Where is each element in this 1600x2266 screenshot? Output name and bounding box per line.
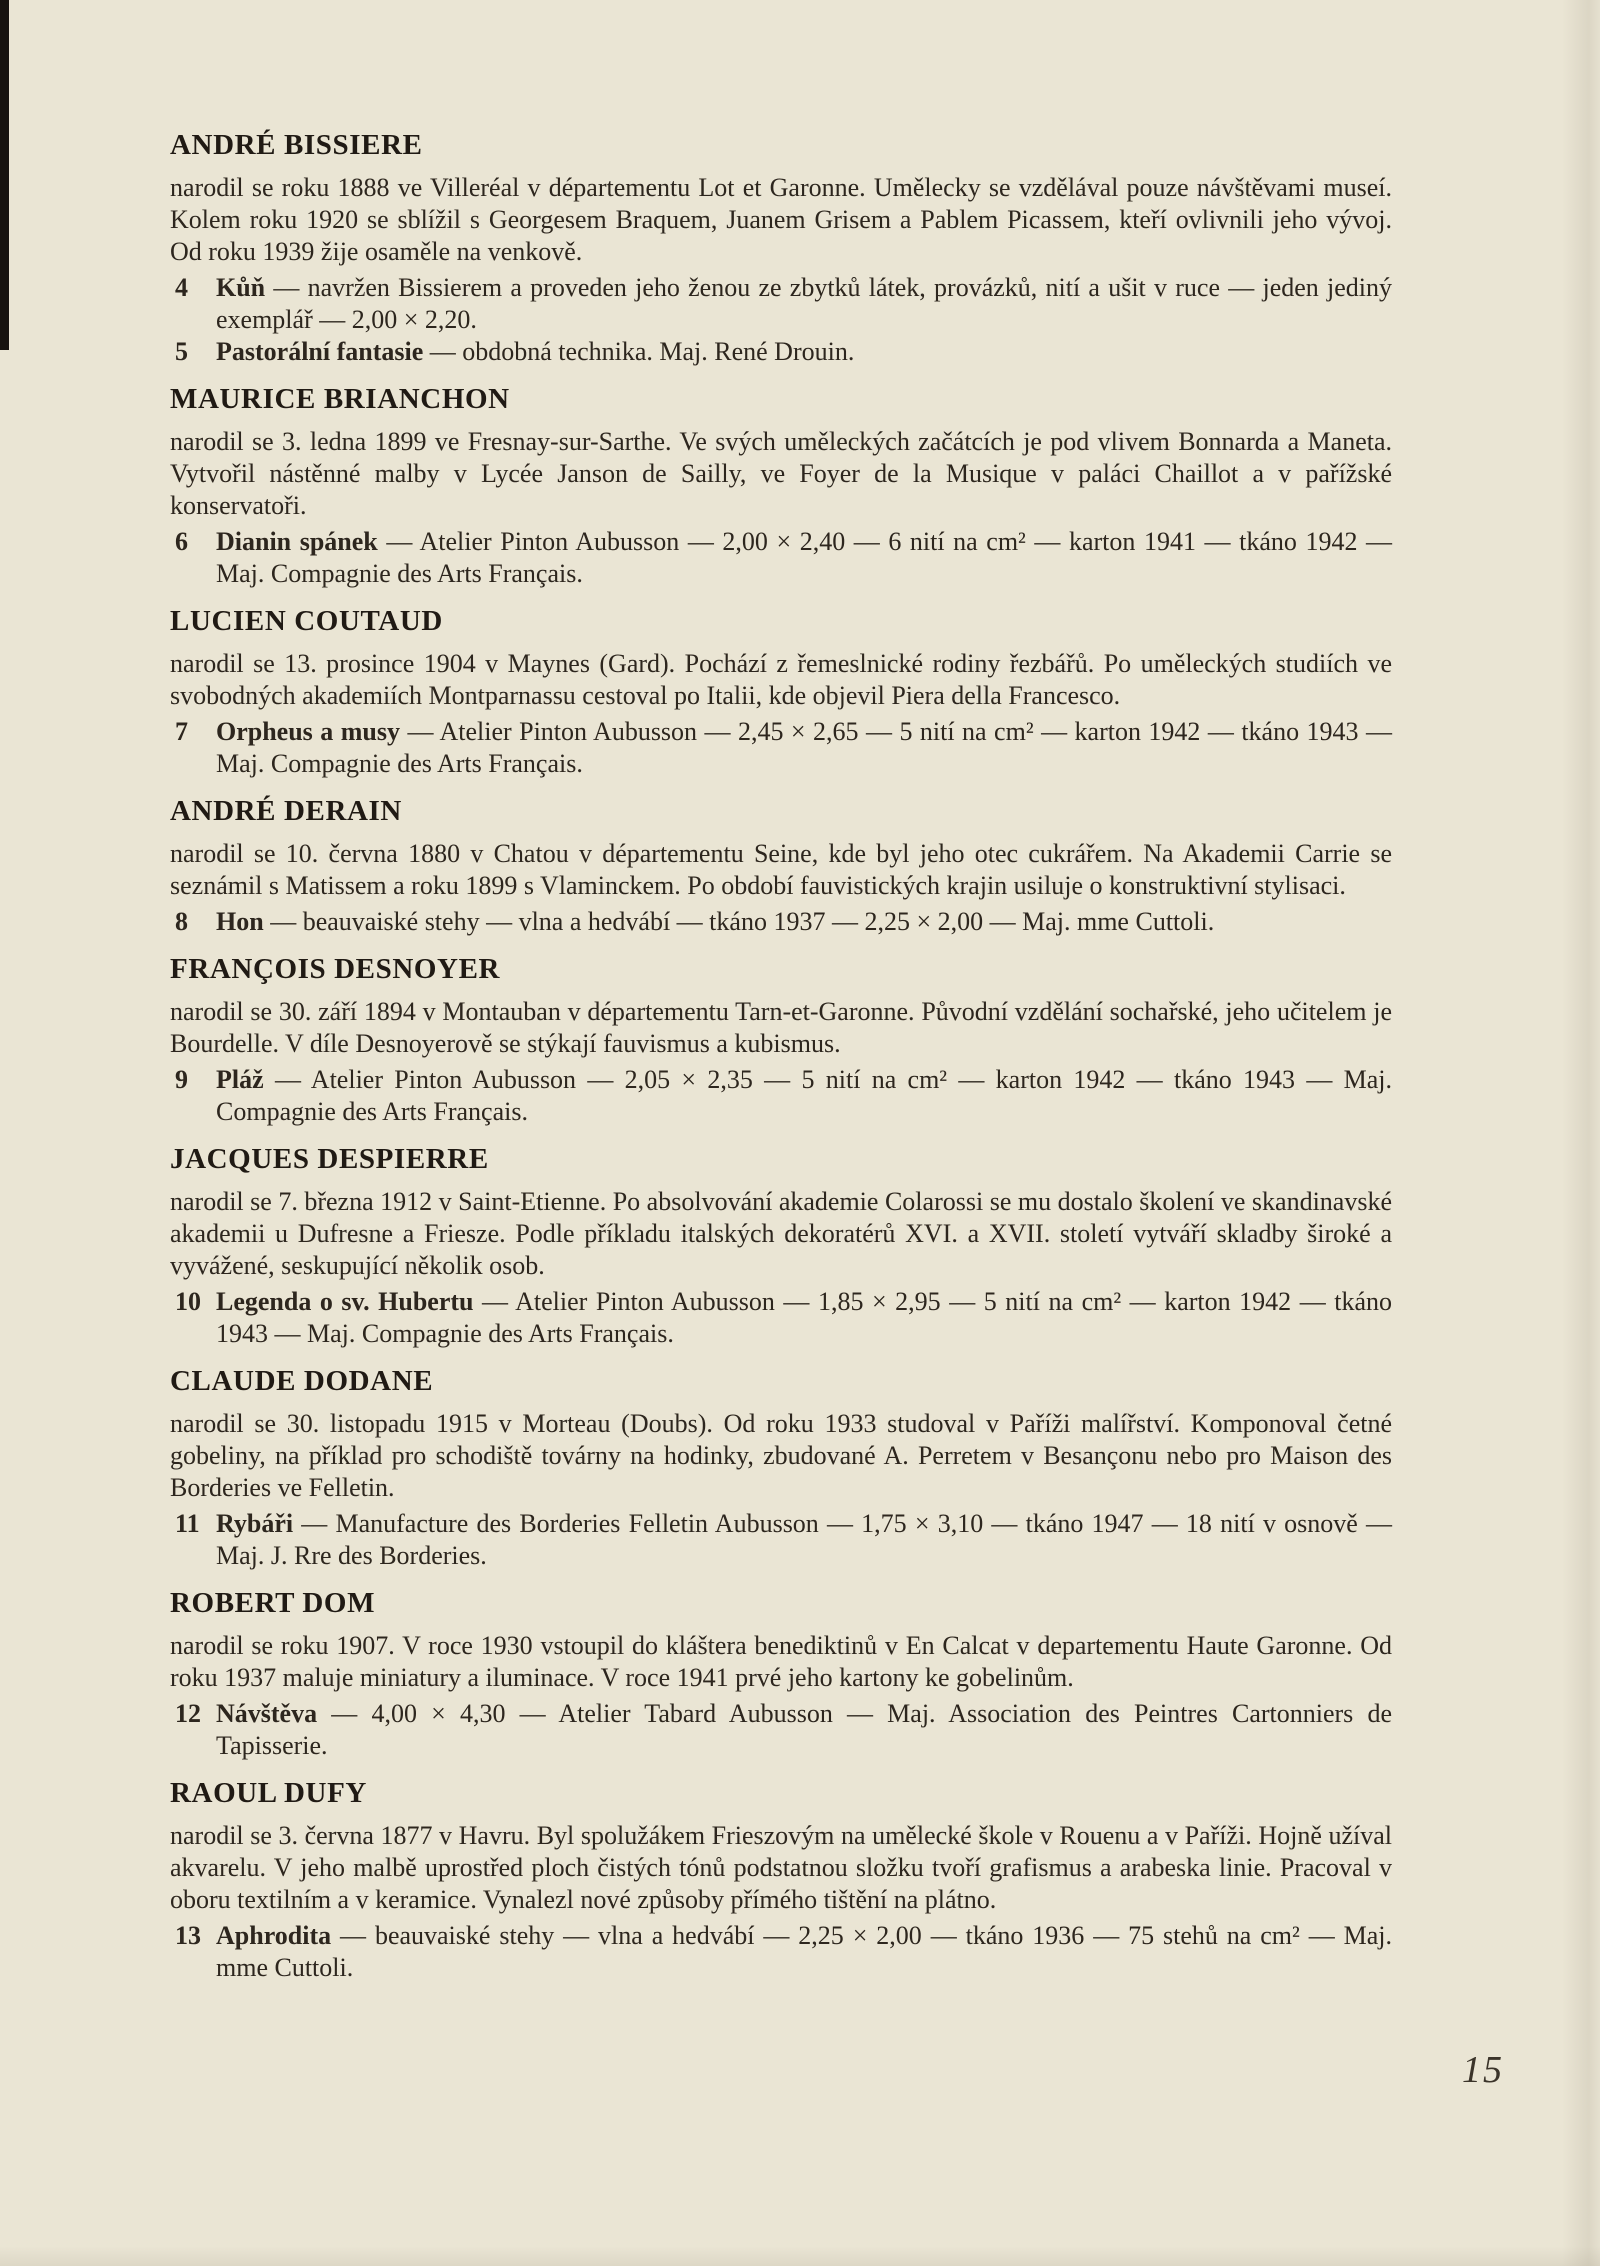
work-item: [170, 272, 1392, 336]
work-number: 13: [175, 1921, 201, 1950]
work-details: — navržen Bissierem a proveden jeho ženou ze zbytků látek, provázků, nití a ušit v ruce — jeden jediný exemplář — 2,00 × 2,20.: [216, 273, 1393, 334]
work-number: 9: [175, 1065, 188, 1094]
work-item: [170, 716, 1392, 780]
works-list: [170, 1286, 1392, 1350]
work-number: 10: [175, 1287, 201, 1316]
works-list: [170, 272, 1392, 368]
work-number: 4: [175, 273, 188, 302]
work-details: — Atelier Pinton Aubusson — 2,05 × 2,35 — 5 nití na cm² — karton 1942 — tkáno 1943 — Maj. Compagnie des Arts Français.: [216, 1065, 1392, 1126]
artist-section: [170, 1144, 1392, 1350]
artist-section: [170, 1588, 1392, 1762]
artist-bio: narodil se 13. prosince 1904 v Maynes (Gard). Pochází z řemeslnické rodiny řezbářů. Po uměleckých studiích ve svobodných akademiích Montparnassu cestoval po Italii, kde objevil Piera della Francesco.: [170, 649, 1392, 710]
artist-section: [170, 1778, 1392, 1984]
work-number: 12: [175, 1699, 201, 1728]
artist-section: [170, 384, 1392, 590]
artist-name-heading: JACQUES DESPIERRE: [170, 1143, 489, 1175]
artist-section: [170, 796, 1392, 938]
work-details: — Manufacture des Borderies Felletin Aubusson — 1,75 × 3,10 — tkáno 1947 — 18 nití v osnově — Maj. J. Rre des Borderies.: [216, 1509, 1393, 1570]
work-title: Dianin spánek: [216, 527, 378, 556]
catalog-content: [170, 130, 1392, 2000]
work-item: [170, 906, 1392, 938]
artist-section: [170, 130, 1392, 368]
work-title: Návštěva: [216, 1699, 318, 1728]
works-list: [170, 906, 1392, 938]
artist-name-heading: MAURICE BRIANCHON: [170, 383, 510, 415]
artist-bio: narodil se roku 1888 ve Villeréal v départementu Lot et Garonne. Umělecky se vzdělával pouze návštěvami museí. Kolem roku 1920 se sblížil s Georgesem Braquem, Juanem Grisem a Pablem Picassem, kteří ovlivnili jeho vývoj. Od roku 1939 žije osaměle na venkově.: [170, 173, 1392, 266]
work-number: 5: [175, 337, 188, 366]
artist-bio: narodil se 3. ledna 1899 ve Fresnay-sur-Sarthe. Ve svých uměleckých začátcích je pod vlivem Bonnarda a Maneta. Vytvořil nástěnné malby v Lycée Janson de Sailly, ve Foyer de la Musique v paláci Chaillot a v pařížské konservatoři.: [170, 427, 1392, 520]
artist-section: [170, 954, 1392, 1128]
work-item: [170, 526, 1392, 590]
works-list: [170, 1698, 1392, 1762]
works-list: [170, 1064, 1392, 1128]
artist-bio: narodil se roku 1907. V roce 1930 vstoupil do kláštera benediktinů v En Calcat v departementu Haute Garonne. Od roku 1937 maluje miniatury a iluminace. V roce 1941 prvé jeho kartony ke gobelinům.: [170, 1631, 1392, 1692]
work-item: [170, 336, 1392, 368]
artist-name-heading: CLAUDE DODANE: [170, 1365, 434, 1397]
work-details: — beauvaiské stehy — vlna a hedvábí — 2,25 × 2,00 — tkáno 1936 — 75 stehů na cm² — Maj. mme Cuttoli.: [216, 1921, 1393, 1982]
artist-name-heading: LUCIEN COUTAUD: [170, 605, 443, 637]
work-number: 6: [175, 527, 188, 556]
work-title: Pláž: [216, 1065, 264, 1094]
artist-name-heading: RAOUL DUFY: [170, 1777, 367, 1809]
artist-bio: narodil se 10. června 1880 v Chatou v départementu Seine, kde byl jeho otec cukrářem. Na Akademii Carrie se seznámil s Matissem a roku 1899 s Vlaminckem. Po období fauvistických krajin usiluje o konstruktivní stylisaci.: [170, 839, 1392, 900]
work-item: [170, 1508, 1392, 1572]
artist-name-heading: ROBERT DOM: [170, 1587, 376, 1619]
work-details: — beauvaiské stehy — vlna a hedvábí — tkáno 1937 — 2,25 × 2,00 — Maj. mme Cuttoli.: [270, 907, 1215, 936]
work-details: — Atelier Pinton Aubusson — 2,00 × 2,40 — 6 nití na cm² — karton 1941 — tkáno 1942 — Maj. Compagnie des Arts Français.: [216, 527, 1393, 588]
work-number: 7: [175, 717, 188, 746]
work-number: 8: [175, 907, 188, 936]
artist-bio: narodil se 30. listopadu 1915 v Morteau (Doubs). Od roku 1933 studoval v Paříži malířství. Komponoval četné gobeliny, na příklad pro schodiště továrny na hodinky, zbudované A. Perretem v Besançonu nebo pro Maison des Borderies ve Felletin.: [170, 1409, 1392, 1502]
work-details: — obdobná technika. Maj. René Drouin.: [429, 337, 855, 366]
work-item: [170, 1698, 1392, 1762]
work-title: Pastorální fantasie: [216, 337, 424, 366]
artist-name-heading: ANDRÉ BISSIERE: [170, 129, 423, 161]
scan-artifact-bar: [0, 0, 9, 350]
artist-name-heading: FRANÇOIS DESNOYER: [170, 953, 501, 985]
works-list: [170, 1508, 1392, 1572]
work-title: Rybáři: [216, 1509, 294, 1538]
artist-section: [170, 606, 1392, 780]
page-number: 15: [1462, 2049, 1504, 2091]
work-title: Hon: [216, 907, 264, 936]
work-item: [170, 1064, 1392, 1128]
work-number: 11: [175, 1509, 200, 1538]
artist-name-heading: ANDRÉ DERAIN: [170, 795, 402, 827]
work-item: [170, 1286, 1392, 1350]
work-title: Kůň: [216, 273, 266, 302]
works-list: [170, 1920, 1392, 1984]
work-details: — Atelier Pinton Aubusson — 1,85 × 2,95 — 5 nití na cm² — karton 1942 — tkáno 1943 — Maj. Compagnie des Arts Français.: [216, 1287, 1393, 1348]
artist-bio: narodil se 7. března 1912 v Saint-Etienne. Po absolvování akademie Colarossi se mu dostalo školení ve skandinavské akademii u Dufresne a Friesze. Podle příkladu italských dekoratérů XVI. a XVII. století vytváří skladby široké a vyvážené, seskupující několik osob.: [170, 1187, 1392, 1280]
work-title: Legenda o sv. Hubertu: [216, 1287, 474, 1316]
paper-edge-right: [1562, 0, 1600, 2266]
artist-bio: narodil se 3. června 1877 v Havru. Byl spolužákem Frieszovým na umělecké škole v Rouenu a v Paříži. Hojně užíval akvarelu. V jeho malbě uprostřed ploch čistých tónů podstatnou složku tvoří grafismus a arabeska linie. Pracoval v oboru textilním a v keramice. Vynalezl nové způsoby přímého tištění na plátno.: [170, 1821, 1392, 1914]
paper-edge-bottom: [0, 2246, 1600, 2266]
works-list: [170, 716, 1392, 780]
work-details: — Atelier Pinton Aubusson — 2,45 × 2,65 — 5 nití na cm² — karton 1942 — tkáno 1943 — Maj. Compagnie des Arts Français.: [216, 717, 1393, 778]
artist-section: [170, 1366, 1392, 1572]
works-list: [170, 526, 1392, 590]
work-title: Aphrodita: [216, 1921, 332, 1950]
work-details: — 4,00 × 4,30 — Atelier Tabard Aubusson — Maj. Association des Peintres Cartonniers de Tapisserie.: [216, 1699, 1393, 1760]
artist-bio: narodil se 30. září 1894 v Montauban v départementu Tarn-et-Garonne. Původní vzdělání sochařské, jeho učitelem je Bourdelle. V díle Desnoyerově se stýkají fauvismus a kubismus.: [170, 997, 1392, 1058]
work-item: [170, 1920, 1392, 1984]
work-title: Orpheus a musy: [216, 717, 400, 746]
